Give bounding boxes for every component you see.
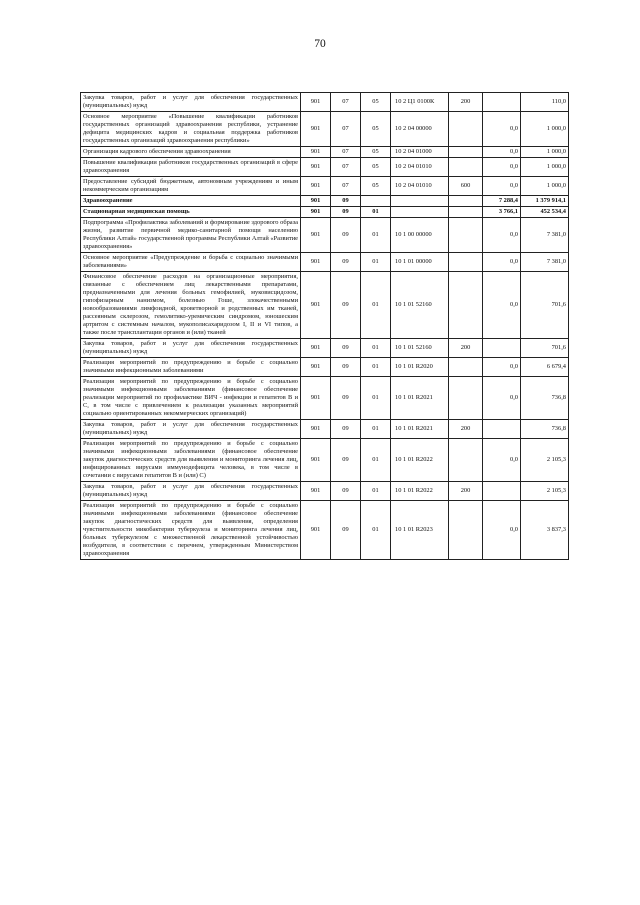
row-amount-total: 1 379 914,1	[521, 196, 569, 207]
table-row	[81, 218, 569, 253]
row-subsection-code: 01	[361, 482, 391, 501]
row-ministry-code: 901	[301, 196, 331, 207]
row-amount-change: 0,0	[483, 439, 521, 482]
row-section-code: 09	[331, 272, 361, 339]
row-ministry-code: 901	[301, 272, 331, 339]
row-expense-type-code	[449, 358, 483, 377]
row-amount-total: 1 000,0	[521, 158, 569, 177]
row-subsection-code: 05	[361, 112, 391, 147]
row-ministry-code: 901	[301, 112, 331, 147]
row-amount-total: 7 381,0	[521, 218, 569, 253]
row-name: Финансовое обеспечение расходов на организационные мероприятия, связанные с обеспечением лиц лекарственными препаратами, предназначенными для лечения больных гемофилией, муковисцидозом, гипофизарным нанизмом, болезнью Гоше, злокачественными новообразованиями лимфоидной, кроветворной и родственных им тканей, рассеянным склерозом, гемолитико-уремическим синдромом, юношеским артритом с системным началом, мукополисахаридозом I, II и VI типов, а также после трансплантации органов и (или) тканей	[81, 272, 301, 339]
row-expense-type-code	[449, 253, 483, 272]
row-target-article-code: 10 2 04 01010	[391, 158, 449, 177]
row-name: Реализация мероприятий по предупреждению и борьбе с социально значимыми инфекционными заболеваниями (финансовое обеспечение реализации мероприятий по профилактике ВИЧ - инфекции и гепатитов В и С, в том числе с привлечением к реализации указанных мероприятий социально ориентированных некоммерческих организаций)	[81, 377, 301, 420]
row-amount-change: 0,0	[483, 158, 521, 177]
row-ministry-code: 901	[301, 218, 331, 253]
row-subsection-code: 01	[361, 501, 391, 560]
row-amount-change	[483, 339, 521, 358]
table-row	[81, 501, 569, 560]
row-target-article-code: 10 1 01 00000	[391, 253, 449, 272]
row-subsection-code: 05	[361, 93, 391, 112]
row-name: Реализация мероприятий по предупреждению и борьбе с социально значимыми инфекционными заболеваниями	[81, 358, 301, 377]
row-name: Организация кадрового обеспечения здравоохранения	[81, 147, 301, 158]
row-ministry-code: 901	[301, 147, 331, 158]
table-row	[81, 207, 569, 218]
row-section-code: 09	[331, 420, 361, 439]
row-expense-type-code: 200	[449, 93, 483, 112]
row-section-code: 09	[331, 377, 361, 420]
row-amount-total: 3 837,3	[521, 501, 569, 560]
row-amount-change: 0,0	[483, 253, 521, 272]
row-target-article-code: 10 1 01 52160	[391, 339, 449, 358]
row-ministry-code: 901	[301, 177, 331, 196]
row-section-code: 09	[331, 196, 361, 207]
table-body	[81, 93, 569, 560]
row-name: Подпрограмма «Профилактика заболеваний и формирование здорового образа жизни, развитие первичной медико-санитарной помощи населению Республики Алтай» государственной программы Республики Алтай «Развитие здравоохранения»	[81, 218, 301, 253]
row-name: Повышение квалификации работников государственных организаций в сфере здравоохранения	[81, 158, 301, 177]
row-amount-total: 1 000,0	[521, 177, 569, 196]
row-section-code: 07	[331, 112, 361, 147]
row-expense-type-code	[449, 147, 483, 158]
row-target-article-code: 10 1 01 R2021	[391, 377, 449, 420]
row-ministry-code: 901	[301, 253, 331, 272]
row-amount-total: 2 105,3	[521, 439, 569, 482]
row-target-article-code: 10 2 Ц1 0100К	[391, 93, 449, 112]
row-ministry-code: 901	[301, 339, 331, 358]
row-target-article-code: 10 2 04 01010	[391, 177, 449, 196]
row-amount-total: 6 679,4	[521, 358, 569, 377]
row-amount-total: 701,6	[521, 339, 569, 358]
row-expense-type-code	[449, 196, 483, 207]
table-row	[81, 196, 569, 207]
table-row	[81, 147, 569, 158]
row-ministry-code: 901	[301, 377, 331, 420]
row-subsection-code: 01	[361, 439, 391, 482]
table-row	[81, 112, 569, 147]
row-subsection-code: 01	[361, 420, 391, 439]
row-amount-total: 7 381,0	[521, 253, 569, 272]
row-ministry-code: 901	[301, 482, 331, 501]
row-target-article-code	[391, 207, 449, 218]
table-row	[81, 253, 569, 272]
row-amount-change: 3 766,1	[483, 207, 521, 218]
row-subsection-code: 05	[361, 177, 391, 196]
row-ministry-code: 901	[301, 207, 331, 218]
row-target-article-code: 10 2 04 00000	[391, 112, 449, 147]
row-amount-change	[483, 93, 521, 112]
table-row	[81, 358, 569, 377]
row-amount-total: 2 105,3	[521, 482, 569, 501]
table-row	[81, 272, 569, 339]
row-amount-total: 1 000,0	[521, 147, 569, 158]
row-target-article-code	[391, 196, 449, 207]
row-ministry-code: 901	[301, 420, 331, 439]
row-amount-change: 0,0	[483, 501, 521, 560]
row-amount-change: 0,0	[483, 272, 521, 339]
row-name: Здравоохранение	[81, 196, 301, 207]
row-ministry-code: 901	[301, 439, 331, 482]
row-expense-type-code	[449, 218, 483, 253]
row-amount-total: 736,8	[521, 420, 569, 439]
row-section-code: 07	[331, 158, 361, 177]
row-amount-change	[483, 482, 521, 501]
row-name: Реализация мероприятий по предупреждению и борьбе с социально значимыми инфекционными заболеваниями (финансовое обеспечение закупок диагностических средств для выявления и мониторинга лечения лиц, инфицированных вирусами иммунодефицита человека, в том числе в сочетании с вирусами гепатитов В и (или) С)	[81, 439, 301, 482]
row-section-code: 09	[331, 207, 361, 218]
row-amount-change: 7 288,4	[483, 196, 521, 207]
row-subsection-code: 01	[361, 207, 391, 218]
row-amount-change: 0,0	[483, 377, 521, 420]
row-expense-type-code	[449, 272, 483, 339]
row-section-code: 07	[331, 147, 361, 158]
row-subsection-code: 05	[361, 158, 391, 177]
row-target-article-code: 10 1 01 R2022	[391, 439, 449, 482]
row-amount-change: 0,0	[483, 218, 521, 253]
row-subsection-code: 01	[361, 272, 391, 339]
row-name: Закупка товаров, работ и услуг для обеспечения государственных (муниципальных) нужд	[81, 93, 301, 112]
row-amount-change: 0,0	[483, 358, 521, 377]
row-subsection-code: 01	[361, 253, 391, 272]
table-row	[81, 339, 569, 358]
row-expense-type-code	[449, 439, 483, 482]
row-expense-type-code: 200	[449, 482, 483, 501]
row-subsection-code: 01	[361, 218, 391, 253]
row-section-code: 09	[331, 501, 361, 560]
row-subsection-code: 01	[361, 377, 391, 420]
row-section-code: 07	[331, 177, 361, 196]
row-expense-type-code: 600	[449, 177, 483, 196]
row-target-article-code: 10 1 00 00000	[391, 218, 449, 253]
row-amount-change	[483, 420, 521, 439]
row-amount-total: 1 000,0	[521, 112, 569, 147]
row-section-code: 09	[331, 439, 361, 482]
row-section-code: 09	[331, 482, 361, 501]
row-expense-type-code: 200	[449, 339, 483, 358]
row-target-article-code: 10 1 01 R2020	[391, 358, 449, 377]
row-amount-total: 701,6	[521, 272, 569, 339]
row-name: Закупка товаров, работ и услуг для обеспечения государственных (муниципальных) нужд	[81, 482, 301, 501]
table-row	[81, 420, 569, 439]
row-name: Реализация мероприятий по предупреждению и борьбе с социально значимыми инфекционными заболеваниями (финансовое обеспечение закупок диагностических средств для выявления, определения чувствительности микобактерии туберкулеза и мониторинга лечения лиц, больных туберкулезом с множественной лекарственной устойчивостью возбудителя, в соответствии с перечнем, утвержденным Министерством здравоохранения	[81, 501, 301, 560]
row-ministry-code: 901	[301, 158, 331, 177]
row-expense-type-code: 200	[449, 420, 483, 439]
row-name: Закупка товаров, работ и услуг для обеспечения государственных (муниципальных) нужд	[81, 420, 301, 439]
row-ministry-code: 901	[301, 358, 331, 377]
row-section-code: 09	[331, 358, 361, 377]
row-amount-total: 452 534,4	[521, 207, 569, 218]
table-row	[81, 482, 569, 501]
row-expense-type-code	[449, 112, 483, 147]
row-section-code: 07	[331, 93, 361, 112]
row-subsection-code: 01	[361, 358, 391, 377]
row-name: Стационарная медицинская помощь	[81, 207, 301, 218]
row-name: Основное мероприятие «Повышение квалификации работников государственных организаций здравоохранения республики, устранение дефицита медицинских кадров и социальная поддержка работников государственных организаций здравоохранения республики»	[81, 112, 301, 147]
row-amount-change: 0,0	[483, 147, 521, 158]
row-section-code: 09	[331, 253, 361, 272]
table-row	[81, 177, 569, 196]
row-expense-type-code	[449, 377, 483, 420]
row-name: Предоставление субсидий бюджетным, автономным учреждениям и иным некоммерческим организациям	[81, 177, 301, 196]
budget-table	[80, 92, 569, 560]
row-amount-total: 110,0	[521, 93, 569, 112]
row-name: Закупка товаров, работ и услуг для обеспечения государственных (муниципальных) нужд	[81, 339, 301, 358]
table-row	[81, 158, 569, 177]
row-ministry-code: 901	[301, 93, 331, 112]
row-amount-change: 0,0	[483, 112, 521, 147]
row-expense-type-code	[449, 158, 483, 177]
row-subsection-code: 01	[361, 339, 391, 358]
row-target-article-code: 10 1 01 52160	[391, 272, 449, 339]
row-subsection-code	[361, 196, 391, 207]
row-target-article-code: 10 1 01 R2023	[391, 501, 449, 560]
table-row	[81, 377, 569, 420]
row-amount-total: 736,8	[521, 377, 569, 420]
row-expense-type-code	[449, 501, 483, 560]
row-target-article-code: 10 1 01 R2021	[391, 420, 449, 439]
table-row	[81, 439, 569, 482]
row-section-code: 09	[331, 218, 361, 253]
row-target-article-code: 10 2 04 01000	[391, 147, 449, 158]
table-row	[81, 93, 569, 112]
row-name: Основное мероприятие «Предупреждение и борьба с социально значимыми заболеваниями»	[81, 253, 301, 272]
row-expense-type-code	[449, 207, 483, 218]
row-ministry-code: 901	[301, 501, 331, 560]
page-number: 70	[314, 38, 326, 50]
row-amount-change: 0,0	[483, 177, 521, 196]
row-target-article-code: 10 1 01 R2022	[391, 482, 449, 501]
row-section-code: 09	[331, 339, 361, 358]
row-subsection-code: 05	[361, 147, 391, 158]
